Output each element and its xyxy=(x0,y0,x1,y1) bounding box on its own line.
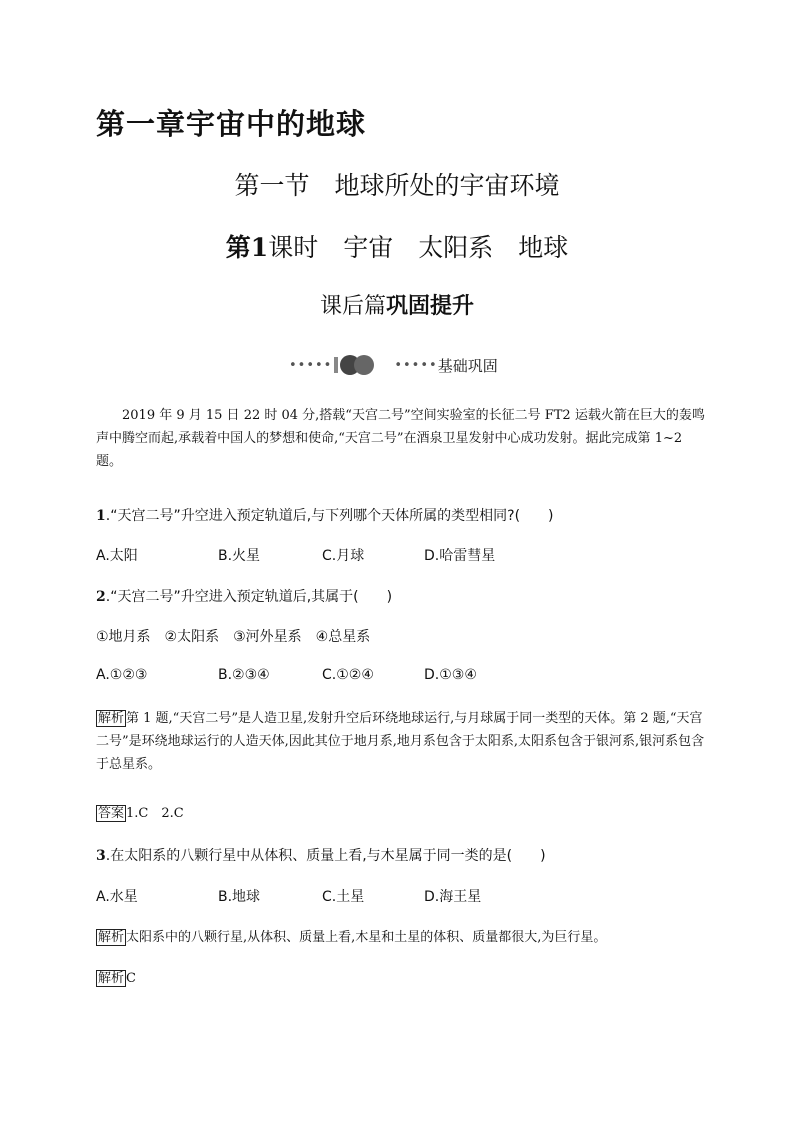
part-title-normal: 课后篇 xyxy=(319,294,386,319)
q3-option-c: C.土星 xyxy=(322,889,365,905)
lesson-title-text: 课时 宇宙 太阳系 地球 xyxy=(268,233,569,262)
answer-3 xyxy=(96,967,712,990)
question-2-items: ①地月系 ②太阳系 ③河外星系 ④总星系 xyxy=(96,629,371,645)
analysis-3-tag: 解析 xyxy=(98,930,125,945)
answer-tag: 答案 xyxy=(98,806,125,821)
question-3 xyxy=(96,845,546,865)
q1-option-b: B.火星 xyxy=(218,548,261,564)
analysis-3 xyxy=(96,926,712,949)
answer-3-text: C xyxy=(126,971,136,986)
q3-option-b: B.地球 xyxy=(218,889,261,905)
q1-option-a: A.太阳 xyxy=(96,548,138,564)
question-3-number: 3 xyxy=(96,848,106,864)
q2-option-a: A.①②③ xyxy=(96,667,148,683)
part-title xyxy=(0,289,794,320)
question-1-text: .“天宫二号”升空进入预定轨道后,与下列哪个天体所属的类型相同?( ) xyxy=(105,508,554,524)
analysis-3-text: 太阳系中的八颗行星,从体积、质量上看,木星和土星的体积、质量都很大,为巨行星。 xyxy=(126,930,607,945)
q1-option-c: C.月球 xyxy=(322,548,365,564)
q3-option-d: D.海王星 xyxy=(424,889,482,905)
question-2 xyxy=(96,586,392,606)
q2-option-c: C.①②④ xyxy=(322,667,374,683)
question-1-number: 1 xyxy=(96,508,106,524)
section-divider xyxy=(289,351,498,379)
lesson-title xyxy=(0,228,794,264)
part-title-bold: 巩固提升 xyxy=(386,294,475,319)
answer-1-2 xyxy=(96,802,712,825)
question-3-text: .在太阳系的八颗行星中从体积、质量上看,与木星属于同一类的是( ) xyxy=(105,848,546,864)
intro-paragraph: 2019 年 9 月 15 日 22 时 04 分,搭载“天宫二号”空间实验室的长征二号 FT2 运载火箭在巨大的轰鸣声中腾空而起,承载着中国人的梦想和使命,“天宫二号”在酒泉卫星发射中心成功发射。据此完成第 1~2 题。 xyxy=(96,408,705,469)
divider-dots-right: ••••• xyxy=(394,357,438,373)
circles-emblem-icon xyxy=(334,353,380,377)
answer-3-tag: 解析 xyxy=(98,971,125,986)
divider-dots-left: ••••• xyxy=(289,357,333,373)
lesson-number: 第1 xyxy=(225,233,269,262)
answer-text: 1.C 2.C xyxy=(126,806,184,821)
divider-label: 基础巩固 xyxy=(437,356,498,375)
q2-option-b: B.②③④ xyxy=(218,667,270,683)
question-2-text: .“天宫二号”升空进入预定轨道后,其属于( ) xyxy=(105,589,393,605)
chapter-title: 第一章宇宙中的地球 xyxy=(96,107,367,141)
analysis-text: 第 1 题,“天宫二号”是人造卫星,发射升空后环绕地球运行,与月球属于同一类型的天体。第 2 题,“天宫二号”是环绕地球运行的人造天体,因此其位于地月系,地月系包含于太阳系,太阳系包含于银河系,银河系包含于总星系。 xyxy=(96,711,705,772)
question-1 xyxy=(96,505,554,525)
q2-option-d: D.①③④ xyxy=(424,667,477,683)
analysis-tag: 解析 xyxy=(98,711,125,726)
analysis-1-2 xyxy=(96,707,712,776)
question-2-number: 2 xyxy=(96,589,106,605)
section-title: 第一节 地球所处的宇宙环境 xyxy=(234,171,560,200)
q3-option-a: A.水星 xyxy=(96,889,138,905)
q1-option-d: D.哈雷彗星 xyxy=(424,548,496,564)
